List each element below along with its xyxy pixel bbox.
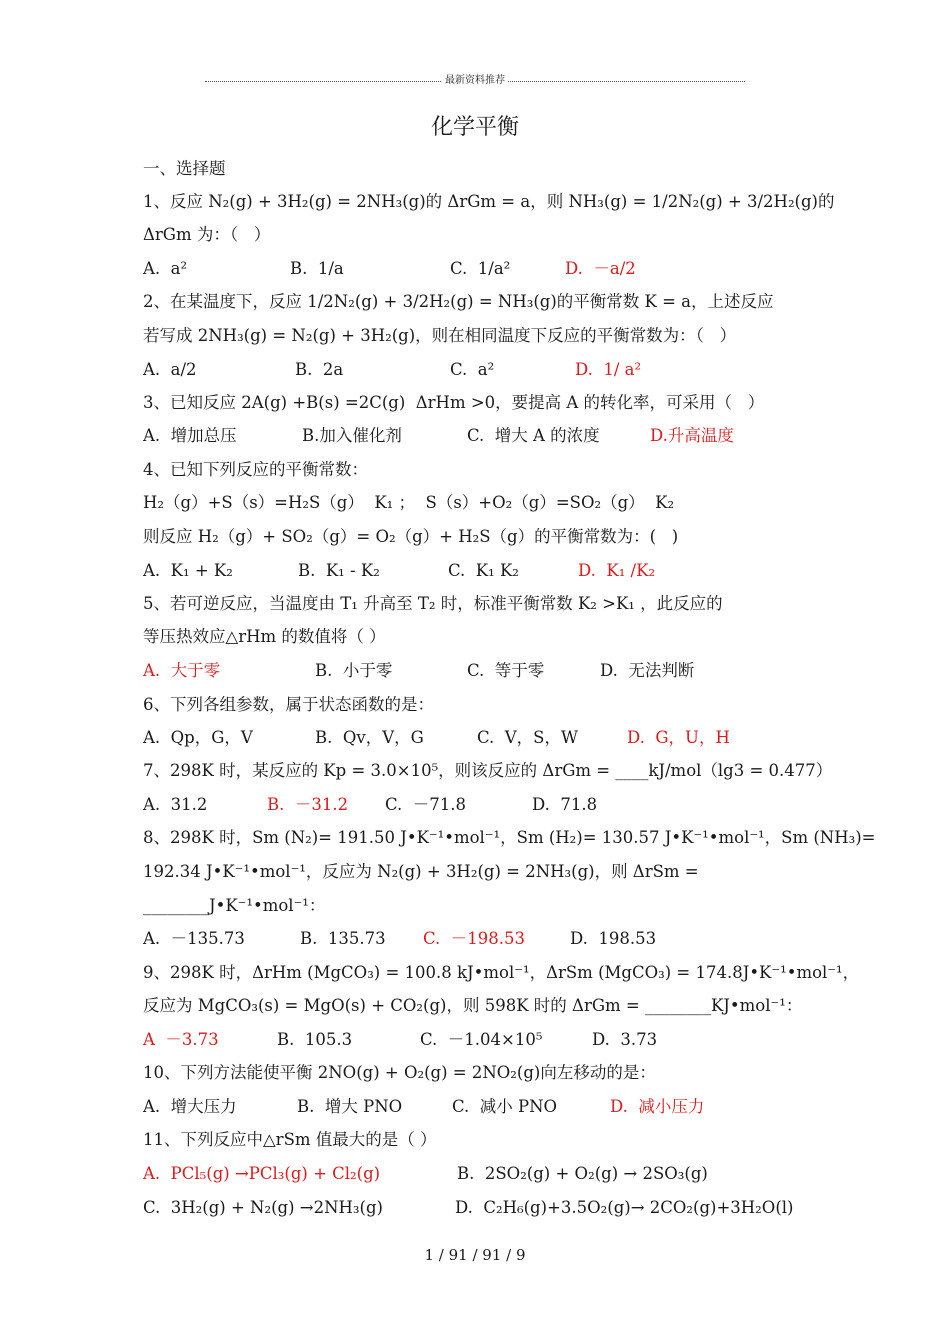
question-11-stem: 11、下列反应中△rSm 值最大的是（ ） [143,1130,437,1149]
q6-option-b: B. Qv，V，G [315,728,424,747]
question-8-stem: 8、298K 时，Sm (N₂)= 191.50 J•K⁻¹•mol⁻¹，Sm (H₂)= 130.57 J•K⁻¹•mol⁻¹，Sm (NH₃)= [143,828,876,847]
q9-option-a-answer: A －3.73 [143,1030,219,1049]
question-6-stem: 6、下列各组参数，属于状态函数的是： [143,695,434,714]
q4-option-d-answer: D. K₁ /K₂ [578,561,656,580]
q10-option-c: C. 减小 PNO [452,1097,558,1116]
question-4-stem: 4、已知下列反应的平衡常数： [143,460,368,479]
q9-option-c: C. －1.04×10⁵ [420,1030,543,1049]
q1-option-a: A. a² [143,259,188,278]
q8-option-c-answer: C. －198.53 [423,929,526,948]
q6-option-d-answer: D. G，U，H [627,728,730,747]
question-9-stem: 9、298K 时，ΔrHm (MgCO₃) = 100.8 kJ•mol⁻¹，ΔrSm (MgCO₃) = 174.8J•K⁻¹•mol⁻¹， [143,963,860,982]
q11-option-a-answer: A. PCl₅(g) →PCl₃(g) + Cl₂(g) [143,1164,381,1183]
q3-option-d-answer: D.升高温度 [650,426,734,445]
question-2-stem-cont: 若写成 2NH₃(g) = N₂(g) + 3H₂(g)，则在相同温度下反应的平衡常数为：（ ） [143,326,737,345]
q9-option-b: B. 105.3 [277,1030,353,1049]
q3-option-c: C. 增大 A 的浓度 [467,426,600,445]
question-1-stem: 1、反应 N₂(g) + 3H₂(g) = 2NH₃(g)的 ΔrGm = a，则 NH₃(g) = 1/2N₂(g) + 3/2H₂(g)的 [143,192,835,211]
q5-option-a-answer: A. 大于零 [143,661,221,680]
question-10-stem: 10、下列方法能使平衡 2NO(g) + O₂(g) = 2NO₂(g)向左移动的是： [143,1063,656,1082]
q3-option-a: A. 增加总压 [143,426,237,445]
q1-option-b: B. 1/a [290,259,344,278]
q7-option-d: D. 71.8 [532,795,598,814]
q4-option-a: A. K₁ + K₂ [143,561,233,580]
q10-option-a: A. 增大压力 [143,1097,237,1116]
q5-option-d: D. 无法判断 [600,661,695,680]
q5-option-c: C. 等于零 [467,661,545,680]
q11-option-c: C. 3H₂(g) + N₂(g) →2NH₃(g) [143,1198,383,1217]
q1-option-c: C. 1/a² [450,259,511,278]
q11-option-b: B. 2SO₂(g) + O₂(g) → 2SO₃(g) [457,1164,708,1183]
question-5-stem: 5、若可逆反应，当温度由 T₁ 升高至 T₂ 时，标准平衡常数 K₂ >K₁ ，此反应的 [143,594,723,613]
q7-option-a: A. 31.2 [143,795,208,814]
document-title: 化学平衡 [430,115,519,140]
question-8-stem-cont: 192.34 J•K⁻¹•mol⁻¹，反应为 N₂(g) + 3H₂(g) = 2NH₃(g)，则 ΔrSm = [143,862,699,881]
q8-option-d: D. 198.53 [570,929,657,948]
question-3-stem: 3、已知反应 2A(g) +B(s) =2C(g) ΔrHm >0，要提高 A 的转化率，可采用（ ） [143,393,765,412]
q10-option-d-answer: D. 减小压力 [610,1097,705,1116]
q7-option-b-answer: B. －31.2 [267,795,349,814]
q2-option-c: C. a² [450,360,495,379]
q4-option-c: C. K₁ K₂ [448,561,519,580]
question-9-stem-cont: 反应为 MgCO₃(s) = MgO(s) + CO₂(g)，则 598K 时的 ΔrGm = ________KJ•mol⁻¹： [143,996,803,1015]
question-4-reactions: H₂（g）+S（s）=H₂S（g） K₁ ； S（s）+O₂（g）=SO₂（g） K₂ [143,493,675,512]
q8-option-a: A. －135.73 [143,929,245,948]
q5-option-b: B. 小于零 [315,661,393,680]
question-2-stem: 2、在某温度下，反应 1/2N₂(g) + 3/2H₂(g) = NH₃(g)的平衡常数 K = a，上述反应 [143,292,774,311]
page-footer-number: 1 / 91 / 91 / 9 [424,1246,526,1264]
q2-option-d-answer: D. 1/ a² [575,360,642,379]
q7-option-c: C. －71.8 [385,795,467,814]
q8-option-b: B. 135.73 [300,929,386,948]
section-heading: 一、选择题 [143,159,226,178]
q6-option-c: C. V，S，W [477,728,578,747]
q9-option-d: D. 3.73 [592,1030,658,1049]
question-8-unit: ________J•K⁻¹•mol⁻¹： [143,896,326,915]
q2-option-a: A. a/2 [143,360,197,379]
q3-option-b: B.加入催化剂 [302,426,402,445]
question-7-stem: 7、298K 时，某反应的 Kp = 3.0×10⁵，则该反应的 ΔrGm = ____kJ/mol（lg3 = 0.477） [143,761,833,780]
question-5-stem-cont: 等压热效应△rHm 的数值将（ ） [143,627,386,646]
q2-option-b: B. 2a [295,360,344,379]
page-header [205,73,745,89]
question-1-stem-cont: ΔrGm 为：（ ） [143,225,271,244]
header-text: 最新资料推荐 [442,73,508,89]
q10-option-b: B. 增大 PNO [297,1097,403,1116]
question-4-target: 则反应 H₂（g）+ SO₂（g）= O₂（g）+ H₂S（g）的平衡常数为：( ) [143,527,679,546]
q6-option-a: A. Qp，G，V [143,728,253,747]
q4-option-b: B. K₁ - K₂ [298,561,380,580]
q1-option-d-answer: D. －a/2 [565,259,636,278]
q11-option-d: D. C₂H₆(g)+3.5O₂(g)→ 2CO₂(g)+3H₂O(l) [455,1198,794,1217]
